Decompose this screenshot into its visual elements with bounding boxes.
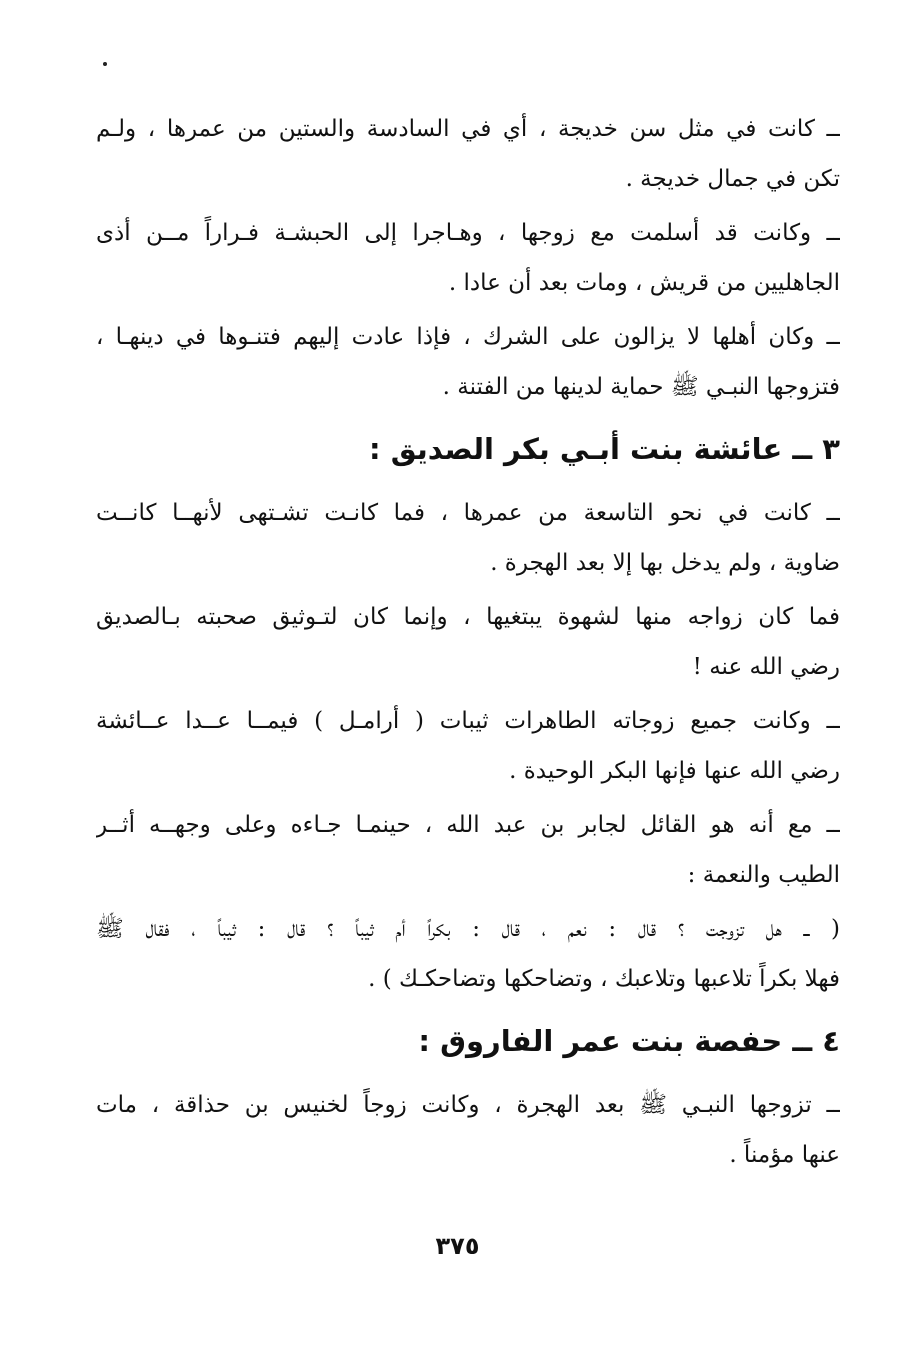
text-line: ( ــ هل تزوجت ؟ قال : نعم ، قال : بكراً أم ثيباً ؟ قال : ثيباً ، فقال ﷺ bbox=[96, 916, 840, 942]
quotation-paragraph bbox=[96, 904, 840, 1004]
text-line: ــ كانت في نحو التاسعة من عمرها ، فما كانـت تشـتهى لأنهــا كانــت bbox=[96, 500, 840, 526]
paragraph bbox=[96, 592, 840, 692]
text-line: عنها مؤمناً . bbox=[729, 1142, 840, 1168]
text-line: فهلا بكراً تلاعبها وتلاعبك ، وتضاحكها وتضاحكـك ) . bbox=[368, 966, 840, 992]
text-line: ــ كانت في مثل سن خديجة ، أي في السادسة والستين من عمرها ، ولـم bbox=[96, 116, 840, 142]
text-line: ــ وكانت جميع زوجاته الطاهرات ثيبات ( أرامـل ) فيمــا عــدا عــائشة bbox=[96, 708, 840, 734]
section-heading: ٤ ــ حفصة بنت عمر الفاروق : bbox=[418, 1024, 840, 1058]
text-line: فما كان زواجه منها لشهوة يبتغيها ، وإنما كان لتـوثيق صحبته بـالصديق bbox=[96, 604, 840, 630]
section-heading: ٣ ــ عائشة بنت أبـي بكر الصديق : bbox=[369, 432, 840, 466]
text-line: الجاهليين من قريش ، ومات بعد أن عادا . bbox=[448, 270, 840, 296]
text-line: ــ تزوجها النبـي ﷺ بعد الهجرة ، وكانت زوجاً لخنيس بن حذاقة ، مات bbox=[96, 1092, 840, 1118]
text-line: تكن في جمال خديجة . bbox=[625, 166, 840, 192]
paragraph bbox=[96, 696, 840, 796]
paragraph bbox=[96, 800, 840, 900]
text-line: ضاوية ، ولم يدخل بها إلا بعد الهجرة . bbox=[490, 550, 840, 576]
text-line: فتزوجها النبـي ﷺ حماية لدينها من الفتنة . bbox=[442, 374, 840, 400]
text-line: الطيب والنعمة : bbox=[687, 862, 840, 888]
page-number: ٣٧٥ bbox=[435, 1232, 480, 1260]
text-line: رضي الله عنه ! bbox=[692, 654, 840, 680]
paragraph bbox=[96, 488, 840, 588]
paragraph bbox=[96, 312, 840, 412]
paragraph bbox=[96, 1080, 840, 1180]
text-line: رضي الله عنها فإنها البكر الوحيدة . bbox=[509, 758, 840, 784]
page-body bbox=[96, 104, 840, 1184]
paragraph bbox=[96, 208, 840, 308]
text-line: ــ وكان أهلها لا يزالون على الشرك ، فإذا عادت إليهم فتنـوها في دينهـا ، bbox=[96, 324, 840, 350]
paragraph bbox=[96, 104, 840, 204]
text-line: ــ مع أنه هو القائل لجابر بن عبد الله ، حينمـا جـاءه وعلى وجهــه أثــر bbox=[96, 812, 840, 838]
text-line: ــ وكانت قد أسلمت مع زوجها ، وهـاجرا إلى الحبشـة فـراراً مــن أذى bbox=[96, 220, 840, 246]
page-mark bbox=[103, 62, 107, 66]
